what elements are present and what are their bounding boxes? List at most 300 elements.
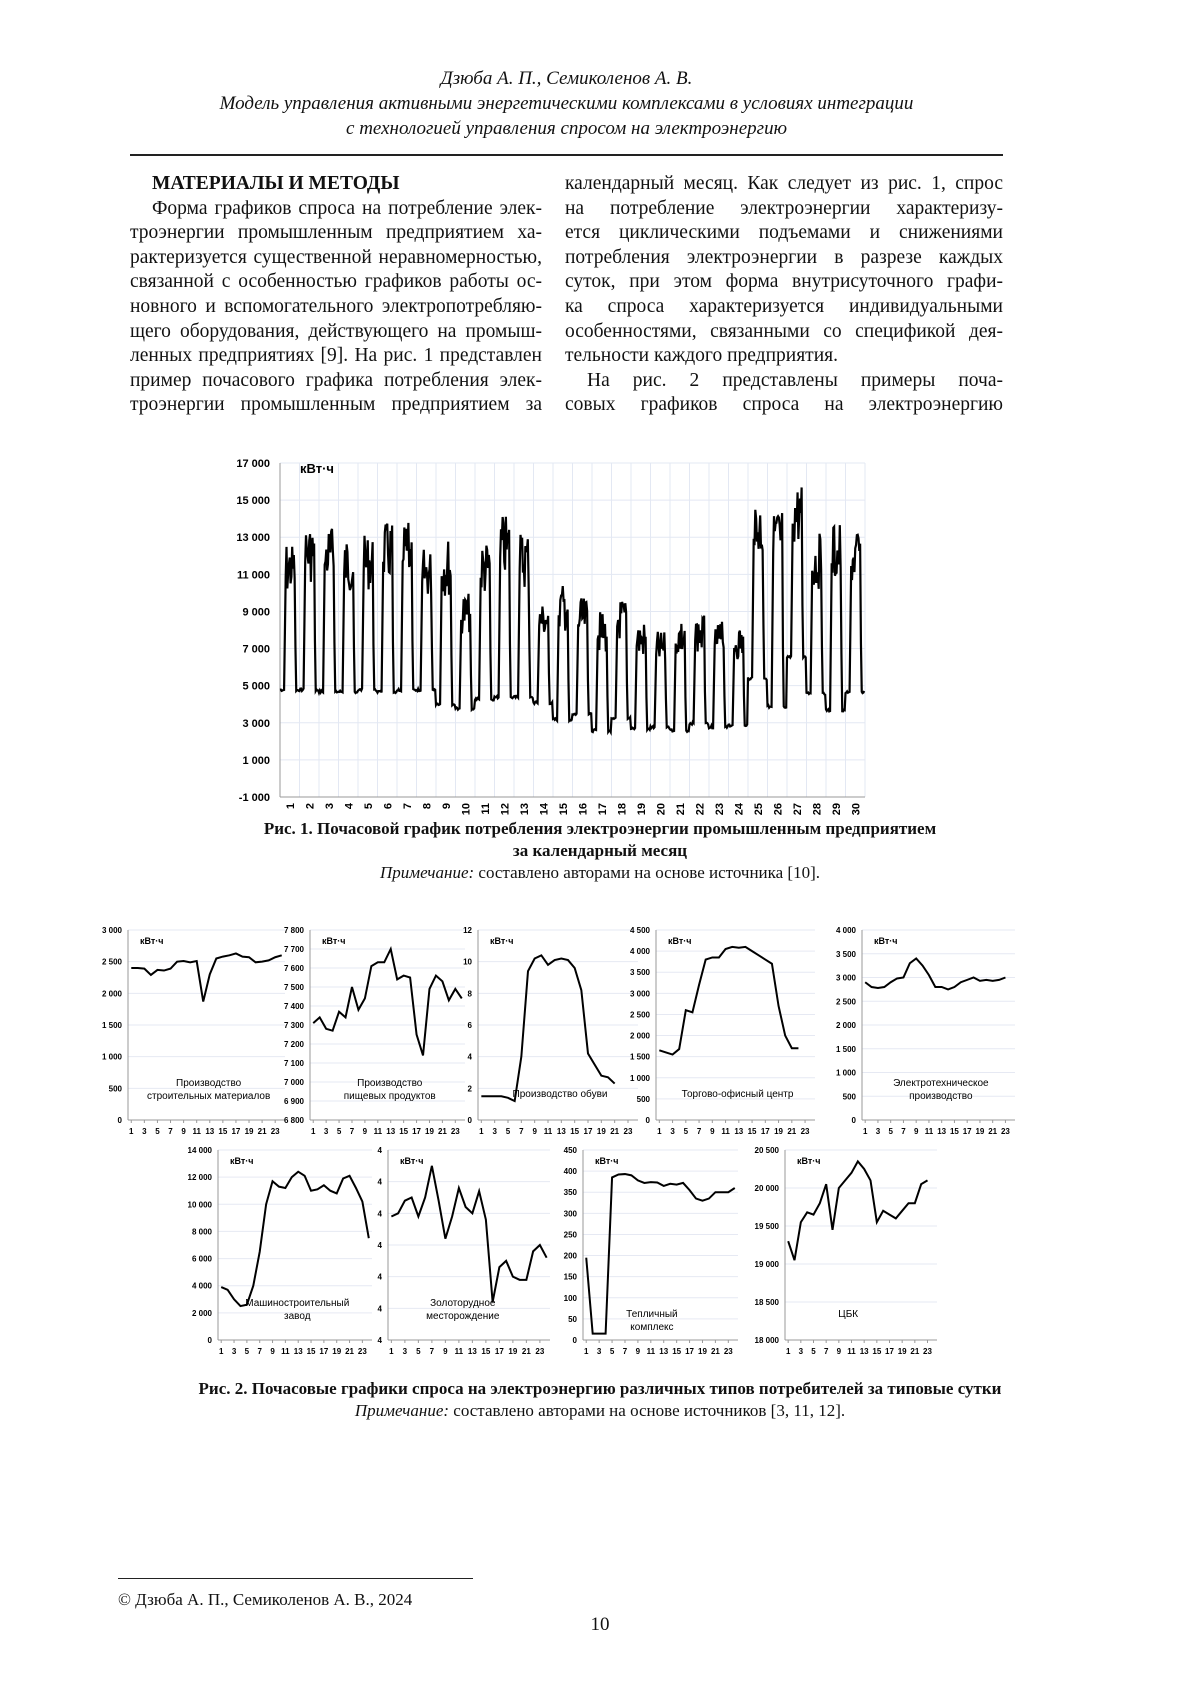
right-column <box>565 172 1003 418</box>
x-tick-label: 15 <box>399 1127 408 1136</box>
x-tick-label: 9 <box>443 1347 448 1356</box>
x-tick-label: 15 <box>218 1127 227 1136</box>
y-tick-label: 19 500 <box>755 1222 780 1231</box>
text-line: щего оборудования, действующего на промыш- <box>130 320 542 345</box>
y-tick-label: 2 000 <box>102 989 123 998</box>
small-chart <box>378 1146 550 1356</box>
x-tick-label: 7 <box>350 1127 355 1136</box>
x-tick-label: 15 <box>872 1347 881 1356</box>
running-header-title-1: Модель управления активными энергетическими комплексами в условиях интеграции <box>130 93 1003 115</box>
x-tick-label: 1 <box>219 1347 224 1356</box>
small-chart <box>284 926 465 1136</box>
x-tick-label: 13 <box>386 1127 395 1136</box>
x-tick-label: 3 <box>492 1127 497 1136</box>
y-tick-label: 15 000 <box>236 495 270 507</box>
x-tick-label: 11 <box>374 1127 383 1136</box>
y-tick-label: 500 <box>637 1095 651 1104</box>
text-line: суток, при этом форма внутрисуточного графи- <box>565 270 1003 295</box>
y-tick-label: 6 900 <box>284 1097 305 1106</box>
y-unit-label: кВт·ч <box>140 936 164 946</box>
x-tick-label: 5 <box>610 1347 615 1356</box>
x-tick-label: 17 <box>963 1127 972 1136</box>
y-tick-label: 3 500 <box>630 968 651 977</box>
x-tick-label: 19 <box>245 1127 254 1136</box>
chart-label: Производство <box>176 1078 242 1089</box>
x-tick-label: 11 <box>480 803 492 815</box>
y-tick-label: 1 500 <box>630 1053 651 1062</box>
x-tick-label: 13 <box>860 1347 869 1356</box>
series-line <box>391 1166 546 1302</box>
y-tick-label: 0 <box>208 1336 213 1345</box>
x-tick-label: 7 <box>697 1127 702 1136</box>
x-tick-label: 1 <box>786 1347 791 1356</box>
y-tick-label: 12 <box>463 926 472 935</box>
y-tick-label: 200 <box>564 1252 578 1261</box>
x-tick-label: 19 <box>774 1127 783 1136</box>
x-tick-label: 1 <box>129 1127 134 1136</box>
x-tick-label: 23 <box>271 1127 280 1136</box>
x-tick-label: 19 <box>698 1347 707 1356</box>
x-tick-label: 17 <box>597 803 609 815</box>
small-chart <box>755 1146 937 1356</box>
x-tick-label: 7 <box>402 803 414 809</box>
y-tick-label: 9 000 <box>242 606 270 618</box>
x-tick-label: 19 <box>597 1127 606 1136</box>
y-tick-label: 12 000 <box>188 1173 213 1182</box>
text-line: рактеризуется существенной неравномерностью, <box>130 246 542 271</box>
x-tick-label: 14 <box>538 802 550 815</box>
y-tick-label: 2 000 <box>836 1021 857 1030</box>
x-tick-label: 7 <box>623 1347 628 1356</box>
x-tick-label: 9 <box>837 1347 842 1356</box>
text-line: особенностями, связанными со спецификой дея- <box>565 320 1003 345</box>
page <box>0 0 1200 1697</box>
y-tick-label: 10 000 <box>188 1200 213 1209</box>
y-tick-label: 1 000 <box>630 1074 651 1083</box>
x-tick-label: 25 <box>753 803 765 815</box>
text-line: ленных предприятиях [9]. На рис. 1 представлен <box>130 344 542 369</box>
y-tick-label: 400 <box>564 1167 578 1176</box>
x-tick-label: 7 <box>824 1347 829 1356</box>
x-tick-label: 1 <box>479 1127 484 1136</box>
header-rule <box>130 154 1003 156</box>
x-tick-label: 1 <box>285 803 297 809</box>
x-tick-label: 23 <box>1001 1127 1010 1136</box>
chart-label: Производство <box>357 1078 423 1089</box>
x-tick-label: 23 <box>358 1347 367 1356</box>
x-tick-label: 23 <box>724 1347 733 1356</box>
x-tick-label: 9 <box>914 1127 919 1136</box>
x-tick-label: 23 <box>714 803 726 815</box>
x-tick-label: 9 <box>363 1127 368 1136</box>
x-tick-label: 9 <box>270 1347 275 1356</box>
y-tick-label: 20 000 <box>755 1184 780 1193</box>
x-tick-label: 19 <box>898 1347 907 1356</box>
x-tick-label: 4 <box>343 802 355 809</box>
x-tick-label: 5 <box>506 1127 511 1136</box>
y-tick-label: 4 <box>378 1304 383 1313</box>
y-tick-label: 20 500 <box>755 1146 780 1155</box>
x-tick-label: 3 <box>876 1127 881 1136</box>
chart-label: ЦБК <box>838 1309 858 1320</box>
x-tick-label: 3 <box>324 803 336 809</box>
y-tick-label: 0 <box>118 1116 123 1125</box>
figure-2-charts <box>0 910 1200 1370</box>
y-tick-label: 11 000 <box>237 569 270 581</box>
x-tick-label: 11 <box>281 1347 290 1356</box>
y-tick-label: 3 000 <box>242 718 270 730</box>
y-tick-label: 18 500 <box>755 1298 780 1307</box>
y-tick-label: 18 000 <box>755 1336 780 1345</box>
series-line <box>131 953 281 1001</box>
chart-label: Тепличный <box>626 1309 677 1320</box>
note-label: Примечание: <box>355 1401 449 1420</box>
x-tick-label: 5 <box>811 1347 816 1356</box>
x-tick-label: 19 <box>332 1347 341 1356</box>
y-unit-label: кВт·ч <box>322 936 346 946</box>
y-unit-label: кВт·ч <box>797 1156 821 1166</box>
running-header-title-2: с технологией управления спросом на электроэнергию <box>130 118 1003 140</box>
y-tick-label: 8 <box>468 989 473 998</box>
x-tick-label: 17 <box>231 1127 240 1136</box>
y-tick-label: 7 800 <box>284 926 305 935</box>
y-tick-label: 450 <box>564 1146 578 1155</box>
page-number: 10 <box>0 1614 1200 1636</box>
x-tick-label: 17 <box>495 1347 504 1356</box>
x-tick-label: 7 <box>519 1127 524 1136</box>
x-tick-label: 21 <box>258 1127 267 1136</box>
chart-label: месторождение <box>426 1311 500 1322</box>
y-tick-label: 4 000 <box>630 947 651 956</box>
x-tick-label: 6 <box>382 803 394 809</box>
x-tick-label: 23 <box>801 1127 810 1136</box>
y-tick-label: 0 <box>646 1116 651 1125</box>
x-tick-label: 5 <box>416 1347 421 1356</box>
x-tick-label: 21 <box>711 1347 720 1356</box>
section-heading: МАТЕРИАЛЫ И МЕТОДЫ <box>130 172 542 197</box>
x-tick-label: 13 <box>734 1127 743 1136</box>
text-line: новного и вспомогательного электропотребляю- <box>130 295 542 320</box>
text-line: На рис. 2 представлены примеры поча- <box>565 369 1003 394</box>
small-chart <box>463 926 638 1136</box>
text-line: ка спроса характеризуется индивидуальными <box>565 295 1003 320</box>
chart-label: Машиностроительный <box>245 1298 349 1309</box>
y-tick-label: 7 300 <box>284 1021 305 1030</box>
x-tick-label: 3 <box>597 1347 602 1356</box>
x-tick-label: 30 <box>850 803 862 815</box>
x-tick-label: 5 <box>888 1127 893 1136</box>
x-tick-label: 28 <box>811 803 823 815</box>
y-tick-label: 2 500 <box>102 958 123 967</box>
y-tick-label: 1 500 <box>102 1021 123 1030</box>
y-unit-label: кВт·ч <box>490 936 514 946</box>
x-tick-label: 15 <box>558 803 570 815</box>
x-tick-label: 8 <box>421 803 433 809</box>
x-tick-label: 3 <box>670 1127 675 1136</box>
y-tick-label: 300 <box>564 1209 578 1218</box>
text-line: ется циклическими подъемами и снижениями <box>565 221 1003 246</box>
small-chart <box>836 926 1015 1136</box>
x-tick-label: 19 <box>508 1347 517 1356</box>
text-line: троэнергии промышленным предприятием ха- <box>130 221 542 246</box>
x-tick-label: 23 <box>451 1127 460 1136</box>
caption-line: Рис. 2. Почасовые графики спроса на электроэнергию различных типов потребителей за типовые сутки <box>199 1379 1002 1398</box>
x-tick-label: 23 <box>535 1347 544 1356</box>
x-tick-label: 11 <box>192 1127 201 1136</box>
running-header-authors: Дзюба А. П., Семиколенов А. В. <box>130 68 1003 90</box>
x-tick-label: 17 <box>761 1127 770 1136</box>
y-tick-label: 0 <box>852 1116 857 1125</box>
x-tick-label: 17 <box>584 1127 593 1136</box>
y-tick-label: 1 000 <box>102 1053 123 1062</box>
y-tick-label: 7 700 <box>284 945 305 954</box>
chart-label: завод <box>284 1311 311 1322</box>
x-tick-label: 21 <box>675 803 687 815</box>
x-tick-label: 7 <box>430 1347 435 1356</box>
y-tick-label: 1 000 <box>836 1069 857 1078</box>
y-tick-label: 3 000 <box>630 989 651 998</box>
y-tick-label: 4 <box>378 1146 383 1155</box>
y-tick-label: 7 000 <box>284 1078 305 1087</box>
figure-2-caption <box>100 1378 1100 1422</box>
y-tick-label: 7 100 <box>284 1059 305 1068</box>
y-tick-label: 500 <box>109 1084 123 1093</box>
x-tick-label: 3 <box>403 1347 408 1356</box>
x-tick-label: 11 <box>544 1127 553 1136</box>
y-tick-label: 4 <box>378 1273 383 1282</box>
note-text: составлено авторами на основе источника [10]. <box>474 863 820 882</box>
left-column <box>130 172 542 418</box>
x-tick-label: 12 <box>499 803 511 815</box>
x-tick-label: 5 <box>684 1127 689 1136</box>
y-tick-label: 14 000 <box>188 1146 213 1155</box>
y-tick-label: 10 <box>463 958 472 967</box>
x-tick-label: 21 <box>910 1347 919 1356</box>
text-line: совых графиков спроса на электроэнергию <box>565 393 1003 418</box>
x-tick-label: 9 <box>636 1347 641 1356</box>
x-tick-label: 13 <box>519 803 531 815</box>
x-tick-label: 9 <box>181 1127 186 1136</box>
x-tick-label: 5 <box>363 803 375 809</box>
x-tick-label: 3 <box>799 1347 804 1356</box>
y-unit-label: кВт·ч <box>400 1156 424 1166</box>
note-label: Примечание: <box>380 863 474 882</box>
x-tick-label: 15 <box>950 1127 959 1136</box>
chart-label: Производство обуви <box>513 1088 608 1100</box>
chart-label: производство <box>909 1091 973 1102</box>
x-tick-label: 11 <box>847 1347 856 1356</box>
x-tick-label: 7 <box>901 1127 906 1136</box>
x-tick-label: 3 <box>142 1127 147 1136</box>
x-tick-label: 17 <box>885 1347 894 1356</box>
x-tick-label: 11 <box>455 1347 464 1356</box>
footnote-rule <box>118 1578 473 1579</box>
y-tick-label: 4 <box>468 1053 473 1062</box>
x-tick-label: 1 <box>311 1127 316 1136</box>
copyright: © Дзюба А. П., Семиколенов А. В., 2024 <box>118 1590 412 1610</box>
x-tick-label: 1 <box>389 1347 394 1356</box>
text-line: Форма графиков спроса на потребление элек- <box>130 197 542 222</box>
y-tick-label: 100 <box>564 1294 578 1303</box>
y-tick-label: 5 000 <box>242 681 270 693</box>
x-tick-label: 24 <box>733 802 745 815</box>
x-tick-label: 2 <box>304 803 316 809</box>
chart-label: пищевых продуктов <box>344 1091 436 1102</box>
y-tick-label: 4 <box>378 1336 383 1345</box>
x-tick-label: 5 <box>337 1127 342 1136</box>
x-tick-label: 10 <box>460 803 472 815</box>
x-tick-label: 9 <box>441 803 453 809</box>
x-tick-label: 19 <box>425 1127 434 1136</box>
x-tick-label: 1 <box>657 1127 662 1136</box>
small-chart <box>564 1146 738 1356</box>
series-line <box>865 959 1005 990</box>
y-tick-label: 7 000 <box>242 644 270 656</box>
y-tick-label: 1 500 <box>836 1045 857 1054</box>
y-tick-label: 4 <box>378 1178 383 1187</box>
x-tick-label: 20 <box>655 803 667 815</box>
x-tick-label: 13 <box>937 1127 946 1136</box>
y-unit-label: кВт·ч <box>230 1156 254 1166</box>
y-tick-label: 19 000 <box>755 1260 780 1269</box>
y-tick-label: 0 <box>468 1116 473 1125</box>
y-tick-label: 8 000 <box>192 1227 213 1236</box>
y-tick-label: 350 <box>564 1188 578 1197</box>
series-line <box>659 947 798 1055</box>
small-chart <box>630 926 815 1136</box>
note-text: составлено авторами на основе источников [3, 11, 12]. <box>449 1401 845 1420</box>
caption-line: за календарный месяц <box>513 841 687 860</box>
x-tick-label: 26 <box>772 803 784 815</box>
y-tick-label: 6 <box>468 1021 473 1030</box>
y-tick-label: 150 <box>564 1273 578 1282</box>
small-chart <box>188 1146 372 1356</box>
x-tick-label: 11 <box>721 1127 730 1136</box>
x-tick-label: 13 <box>557 1127 566 1136</box>
x-tick-label: 15 <box>481 1347 490 1356</box>
series-line <box>313 949 462 1055</box>
x-tick-label: 19 <box>975 1127 984 1136</box>
y-tick-label: 0 <box>573 1336 578 1345</box>
text-line: потребления электроэнергии в разрезе каждых <box>565 246 1003 271</box>
text-line: троэнергии промышленным предприятием за <box>130 393 542 418</box>
caption-line: Рис. 1. Почасовой график потребления электроэнергии промышленным предприятием <box>264 819 936 838</box>
y-tick-label: 2 500 <box>836 997 857 1006</box>
y-tick-label: 6 800 <box>284 1116 305 1125</box>
x-tick-label: 5 <box>245 1347 250 1356</box>
x-tick-label: 13 <box>294 1347 303 1356</box>
x-tick-label: 13 <box>205 1127 214 1136</box>
y-tick-label: -1 000 <box>239 792 270 804</box>
x-tick-label: 5 <box>155 1127 160 1136</box>
x-tick-label: 21 <box>438 1127 447 1136</box>
x-tick-label: 18 <box>616 803 628 815</box>
x-tick-label: 11 <box>925 1127 934 1136</box>
y-tick-label: 4 000 <box>192 1282 213 1291</box>
y-tick-label: 17 000 <box>236 458 270 470</box>
x-tick-label: 3 <box>324 1127 329 1136</box>
y-tick-label: 1 000 <box>242 755 270 767</box>
y-tick-label: 250 <box>564 1230 578 1239</box>
x-tick-label: 29 <box>831 803 843 815</box>
x-tick-label: 21 <box>610 1127 619 1136</box>
text-line: календарный месяц. Как следует из рис. 1, спрос <box>565 172 1003 197</box>
y-unit-label: кВт·ч <box>300 461 334 476</box>
y-tick-label: 3 000 <box>836 974 857 983</box>
series-line <box>481 955 614 1101</box>
y-tick-label: 50 <box>568 1315 577 1324</box>
x-tick-label: 21 <box>522 1347 531 1356</box>
chart-label: Электротехническое <box>893 1078 989 1089</box>
x-tick-label: 17 <box>412 1127 421 1136</box>
x-tick-label: 19 <box>636 803 648 815</box>
y-tick-label: 2 <box>468 1084 473 1093</box>
x-tick-label: 21 <box>988 1127 997 1136</box>
y-tick-label: 4 500 <box>630 926 651 935</box>
y-tick-label: 2 000 <box>192 1309 213 1318</box>
small-chart <box>102 926 285 1136</box>
x-tick-label: 22 <box>694 803 706 815</box>
x-tick-label: 21 <box>787 1127 796 1136</box>
x-tick-label: 23 <box>624 1127 633 1136</box>
y-tick-label: 2 000 <box>630 1032 651 1041</box>
x-tick-label: 13 <box>468 1347 477 1356</box>
x-tick-label: 13 <box>659 1347 668 1356</box>
y-tick-label: 7 200 <box>284 1040 305 1049</box>
y-tick-label: 7 400 <box>284 1002 305 1011</box>
x-tick-label: 15 <box>748 1127 757 1136</box>
text-line: пример почасового графика потребления элек- <box>130 369 542 394</box>
x-tick-label: 21 <box>345 1347 354 1356</box>
y-unit-label: кВт·ч <box>874 936 898 946</box>
y-tick-label: 4 000 <box>836 926 857 935</box>
x-tick-label: 15 <box>307 1347 316 1356</box>
x-tick-label: 15 <box>570 1127 579 1136</box>
text-line: связанной с особенностью графиков работы ос- <box>130 270 542 295</box>
y-tick-label: 2 500 <box>630 1010 651 1019</box>
series-line <box>788 1161 927 1260</box>
x-tick-label: 9 <box>532 1127 537 1136</box>
y-unit-label: кВт·ч <box>668 936 692 946</box>
y-tick-label: 4 <box>378 1209 383 1218</box>
chart-label: Золоторудное <box>430 1298 496 1309</box>
x-tick-label: 17 <box>319 1347 328 1356</box>
x-tick-label: 9 <box>710 1127 715 1136</box>
x-tick-label: 7 <box>168 1127 173 1136</box>
y-tick-label: 6 000 <box>192 1255 213 1264</box>
x-tick-label: 1 <box>584 1347 589 1356</box>
y-tick-label: 3 500 <box>836 950 857 959</box>
text-line: на потребление электроэнергии характеризу- <box>565 197 1003 222</box>
figure-1-chart <box>220 455 880 815</box>
figure-1-caption <box>100 818 1100 884</box>
y-tick-label: 500 <box>843 1092 857 1101</box>
chart-label: строительных материалов <box>147 1091 270 1102</box>
x-tick-label: 1 <box>863 1127 868 1136</box>
chart-label: Торгово-офисный центр <box>682 1088 794 1100</box>
x-tick-label: 17 <box>685 1347 694 1356</box>
x-tick-label: 11 <box>647 1347 656 1356</box>
x-tick-label: 7 <box>257 1347 262 1356</box>
y-tick-label: 7 500 <box>284 983 305 992</box>
y-tick-label: 4 <box>378 1241 383 1250</box>
y-unit-label: кВт·ч <box>595 1156 619 1166</box>
text-line: тельности каждого предприятия. <box>565 344 1003 369</box>
y-tick-label: 13 000 <box>236 532 270 544</box>
x-tick-label: 15 <box>672 1347 681 1356</box>
x-tick-label: 16 <box>577 803 589 815</box>
x-tick-label: 27 <box>792 803 804 815</box>
